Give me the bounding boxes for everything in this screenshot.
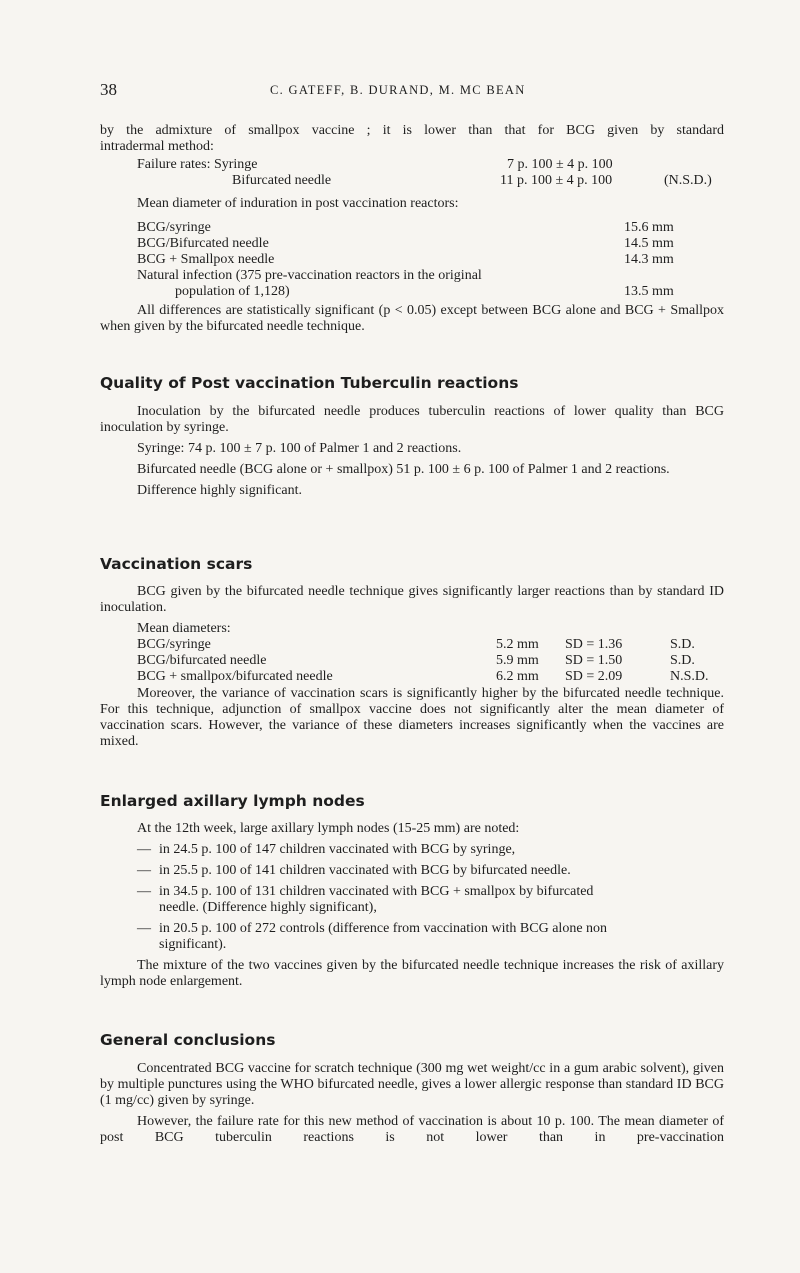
running-title: C. GATEFF, B. DURAND, M. MC BEAN [270, 83, 526, 97]
scars-row-note: S.D. [670, 653, 695, 668]
conclusions-section [100, 1061, 724, 1146]
quality-paragraph-2: Syringe: 74 p. 100 ± 7 p. 100 of Palmer 1 and 2 reactions. [137, 441, 462, 456]
scars-table-row [100, 669, 724, 685]
scars-row-label: BCG/bifurcated needle [137, 653, 267, 668]
scars-row-sd: SD = 2.09 [565, 669, 623, 684]
heading-vaccination-scars: Vaccination scars [100, 555, 253, 573]
list-item [100, 921, 724, 953]
intro-line-1: by the admixture of smallpox vaccine ; it is lower than that for BCG given by standard [100, 123, 724, 138]
differences-paragraph [100, 303, 724, 335]
heading-lymph-nodes: Enlarged axillary lymph nodes [100, 792, 365, 810]
induration-title: Mean diameter of induration in post vaccination reactors: [137, 196, 459, 211]
scars-row-label: BCG + smallpox/bifurcated needle [137, 669, 333, 684]
natural-infection-line-1: Natural infection (375 pre-vaccination reactors in the original [137, 268, 482, 283]
quality-section [100, 404, 724, 499]
list-item-text: in 34.5 p. 100 of 131 children vaccinated with BCG + smallpox by bifurcated [159, 884, 594, 899]
list-item [100, 842, 724, 858]
scars-row-note: S.D. [670, 637, 695, 652]
page-number: 38 [100, 80, 117, 99]
scars-table-title: Mean diameters: [137, 621, 231, 636]
quality-paragraph-1: Inoculation by the bifurcated needle produces tuberculin reactions of lower quality than BCG inoculation by syringe. [100, 404, 724, 435]
induration-row-value: 15.6 mm [624, 220, 674, 235]
list-item [100, 863, 724, 879]
list-item-continuation: needle. (Difference highly significant), [159, 900, 377, 915]
failure-bifurcated-value: 11 p. 100 ± 4 p. 100 [500, 173, 613, 188]
failure-bifurcated-label: Bifurcated needle [232, 173, 332, 188]
conclusions-paragraph-2: However, the failure rate for this new method of vaccination is about 10 p. 100. The mean diameter of post BCG tuberculin reactions is not lower than in pre-vaccination [100, 1114, 724, 1145]
differences-text: All differences are statistically significant (p < 0.05) except between BCG alone and BCG + Smallpox when given by the bifurcated needle technique. [100, 303, 724, 334]
scars-table-row [100, 637, 724, 653]
scars-row-sd: SD = 1.36 [565, 637, 623, 652]
failure-rates-label: Failure rates: Syringe [137, 157, 258, 172]
quality-paragraph-3: Bifurcated needle (BCG alone or + smallpox) 51 p. 100 ± 6 p. 100 of Palmer 1 and 2 reactions. [137, 462, 670, 477]
failure-rates-block [100, 157, 724, 189]
page-header [100, 80, 724, 102]
scars-table-row [100, 653, 724, 669]
dash-bullet: — [137, 842, 151, 857]
dash-bullet: — [137, 884, 151, 899]
scars-row-label: BCG/syringe [137, 637, 211, 652]
intro-paragraph [100, 123, 724, 155]
list-item-text: in 25.5 p. 100 of 141 children vaccinated with BCG by bifurcated needle. [159, 863, 571, 878]
scars-section [100, 584, 724, 750]
heading-general-conclusions: General conclusions [100, 1031, 276, 1049]
intro-line-2: intradermal method: [100, 139, 214, 154]
failure-bifurcated-note: (N.S.D.) [664, 173, 712, 188]
natural-infection-line-2: population of 1,128) [175, 284, 290, 299]
induration-row-value: 14.3 mm [624, 252, 674, 267]
scars-paragraph-2: Moreover, the variance of vaccination scars is significantly higher by the bifurcated needle technique. For this technique, adjunction of smallpox vaccine does not significantly alter the mean diameter of vaccination scars. However, the variance of these diameters increases significantly when the vaccines are mixed. [100, 686, 724, 749]
induration-row-label: BCG/Bifurcated needle [137, 236, 269, 251]
lymph-section [100, 821, 724, 990]
induration-block [100, 196, 724, 300]
scars-row-note: N.S.D. [670, 669, 709, 684]
scars-paragraph-1: BCG given by the bifurcated needle technique gives significantly larger reactions than by standard ID inoculation. [100, 584, 724, 615]
scars-row-mm: 6.2 mm [496, 669, 539, 684]
dash-bullet: — [137, 863, 151, 878]
list-item-text: in 24.5 p. 100 of 147 children vaccinated with BCG by syringe, [159, 842, 516, 857]
failure-syringe-value: 7 p. 100 ± 4 p. 100 [507, 157, 613, 172]
induration-row-value: 14.5 mm [624, 236, 674, 251]
conclusions-paragraph-1: Concentrated BCG vaccine for scratch technique (300 mg wet weight/cc in a gum arabic solvent), given by multiple punctures using the WHO bifurcated needle, gives a lower allergic response than standard ID BCG (1 mg/cc) given by syringe. [100, 1061, 724, 1108]
lymph-paragraph-2: The mixture of the two vaccines given by the bifurcated needle technique increases the risk of axillary lymph node enlargement. [100, 958, 724, 989]
scars-row-mm: 5.9 mm [496, 653, 539, 668]
dash-bullet: — [137, 921, 151, 936]
list-item-continuation: significant). [159, 937, 227, 952]
scars-row-sd: SD = 1.50 [565, 653, 623, 668]
scars-row-mm: 5.2 mm [496, 637, 539, 652]
natural-infection-value: 13.5 mm [624, 284, 674, 299]
quality-paragraph-4: Difference highly significant. [137, 483, 302, 498]
list-item-text: in 20.5 p. 100 of 272 controls (difference from vaccination with BCG alone non [159, 921, 608, 936]
lymph-intro: At the 12th week, large axillary lymph nodes (15-25 mm) are noted: [137, 821, 520, 836]
list-item [100, 884, 724, 916]
induration-row-label: BCG/syringe [137, 220, 211, 235]
heading-quality: Quality of Post vaccination Tuberculin reactions [100, 374, 519, 392]
induration-row-label: BCG + Smallpox needle [137, 252, 275, 267]
